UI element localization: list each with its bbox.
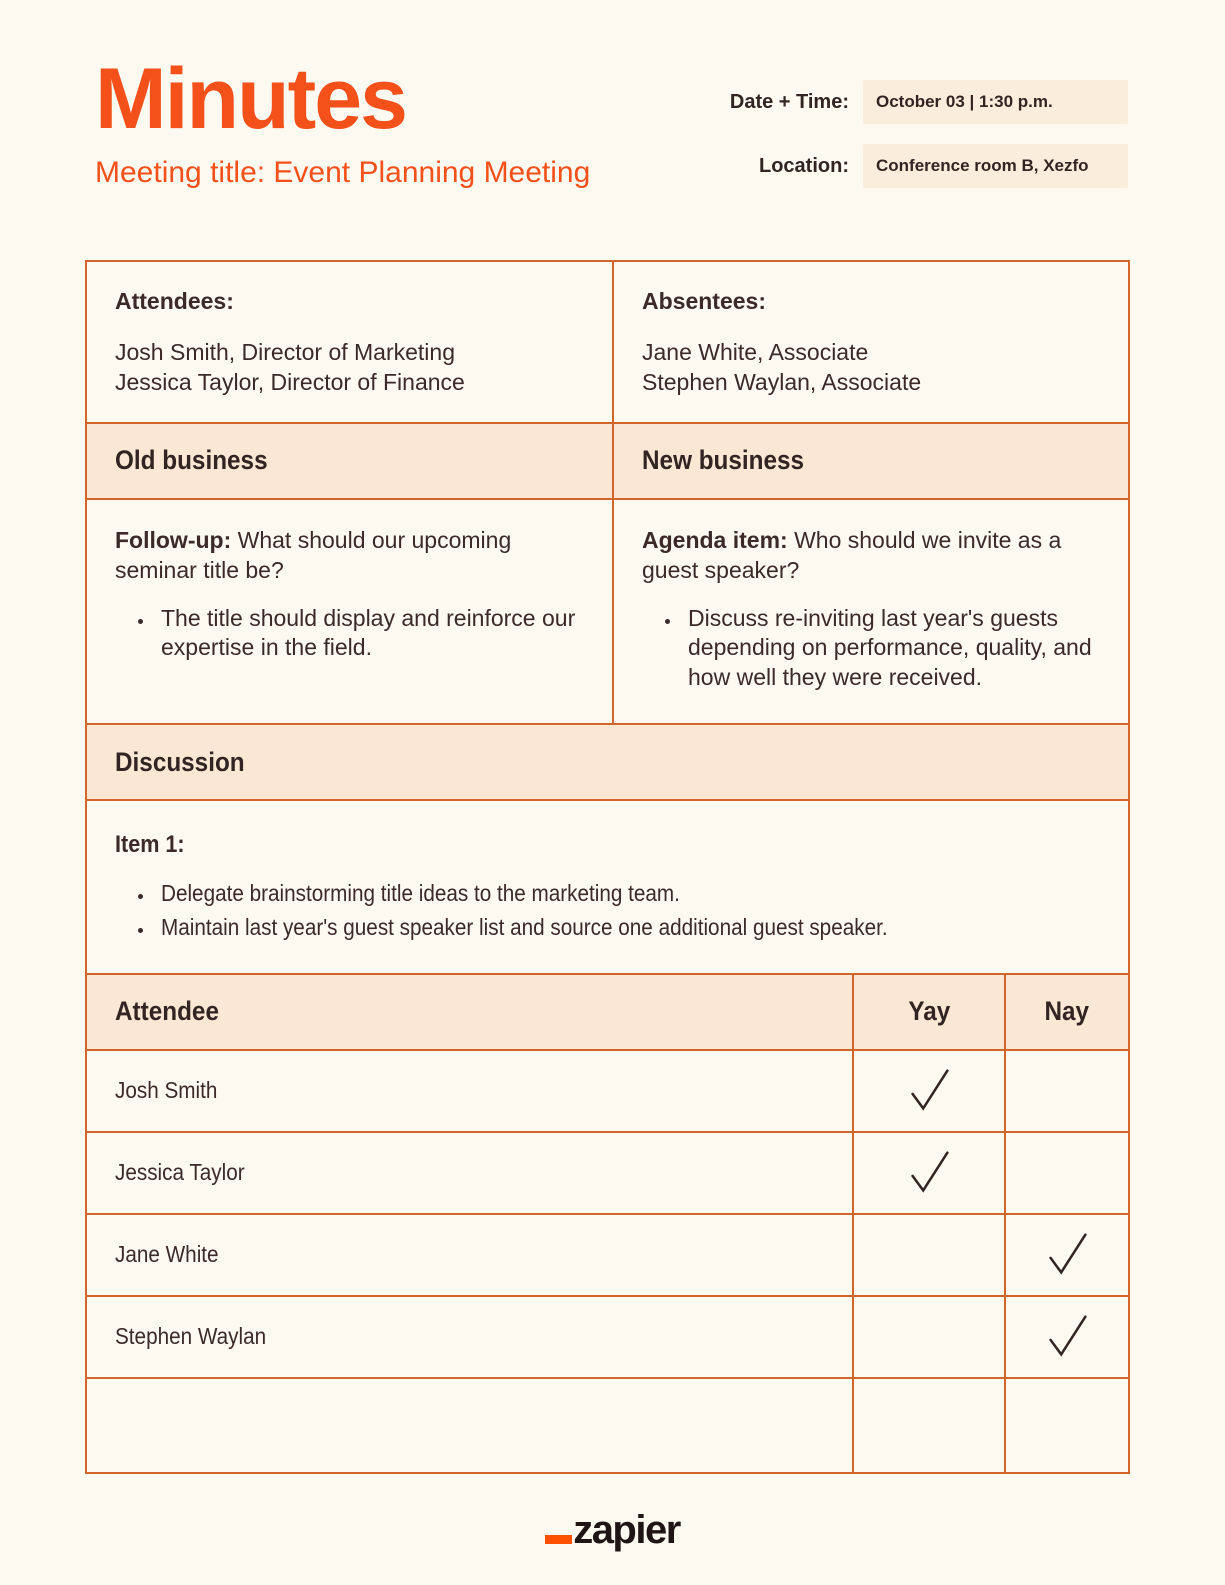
document-header (0, 51, 1225, 190)
attendee-line: Josh Smith, Director of Marketing (115, 339, 456, 365)
vote-row (86, 1132, 1129, 1214)
document-footer (0, 1507, 1225, 1580)
vote-row (86, 1214, 1129, 1296)
datetime-row (698, 80, 1128, 124)
agenda-text: Agenda item: Who should we invite as a guest speaker? (642, 526, 1062, 583)
business-header-row (86, 423, 1129, 499)
absentees-label: Absentees: (642, 288, 766, 314)
checkmark-icon (1038, 1226, 1096, 1284)
new-business-bullets (642, 604, 1102, 694)
followup-text: Follow-up: What should our upcoming seminar title be? (115, 526, 512, 583)
vote-attendee-name: Jane White (86, 1214, 853, 1296)
attendee-line: Jessica Taylor, Director of Finance (115, 369, 465, 396)
absentee-line: Jane White, Associate (642, 339, 869, 365)
new-business-header: New business (642, 445, 805, 476)
bullet-item: • Delegate brainstorming title ideas to the marketing team. (155, 879, 1102, 909)
people-row (86, 261, 1129, 423)
old-business-header-cell (86, 423, 613, 499)
page-title: Minutes (95, 51, 406, 147)
checkmark-icon (900, 1062, 958, 1120)
business-body-row (86, 499, 1129, 724)
old-business-bullets (115, 604, 586, 664)
nay-vote-cell[interactable] (1005, 1296, 1129, 1378)
minutes-table (85, 260, 1130, 1474)
nay-vote-cell[interactable] (1005, 1050, 1129, 1132)
absentees-cell (613, 261, 1129, 423)
yay-column-header: Yay (908, 996, 950, 1027)
datetime-label: Date + Time: (729, 90, 849, 113)
yay-vote-cell[interactable] (853, 1132, 1005, 1214)
old-business-cell (86, 499, 613, 724)
nay-header-cell (1005, 974, 1129, 1050)
bullet-item: • The title should display and reinforce our expertise in the field. (155, 604, 586, 664)
discussion-body-row (86, 800, 1129, 974)
followup-label: Follow-up: (115, 526, 232, 553)
attendees-cell (86, 261, 613, 423)
datetime-field[interactable]: October 03 | 1:30 p.m. (863, 80, 1128, 124)
discussion-header: Discussion (115, 746, 245, 777)
absentees-list (642, 337, 1098, 398)
absentee-line: Stephen Waylan, Associate (642, 369, 922, 396)
agenda-label: Agenda item: (642, 526, 788, 553)
yay-vote-cell[interactable] (853, 1296, 1005, 1378)
new-business-header-cell (613, 423, 1129, 499)
zapier-logo-text: zapier (573, 1507, 680, 1552)
attendee-column-header: Attendee (115, 996, 219, 1027)
attendees-list (115, 337, 582, 398)
meeting-title: Meeting title: Event Planning Meeting (95, 156, 591, 189)
nay-vote-cell[interactable] (1005, 1378, 1129, 1473)
zapier-logo (545, 1507, 680, 1552)
discussion-bullets (115, 879, 1102, 943)
discussion-cell (86, 800, 1129, 974)
nay-vote-cell[interactable] (1005, 1132, 1129, 1214)
attendees-label: Attendees: (115, 288, 234, 314)
vote-attendee-name: Stephen Waylan (86, 1296, 853, 1378)
location-label: Location: (759, 154, 849, 177)
bullet-item: • Discuss re-inviting last year's guests depending on performance, quality, and how well they were received. (682, 604, 1102, 694)
vote-row (86, 1296, 1129, 1378)
vote-row (86, 1050, 1129, 1132)
yay-vote-cell[interactable] (853, 1214, 1005, 1296)
vote-attendee-header-cell (86, 974, 853, 1050)
vote-attendee-name (86, 1378, 853, 1473)
vote-header-row (86, 974, 1129, 1050)
yay-vote-cell[interactable] (853, 1378, 1005, 1473)
checkmark-icon (1038, 1308, 1096, 1366)
checkmark-icon (900, 1144, 958, 1202)
title-block (95, 51, 591, 190)
meta-block (698, 80, 1128, 188)
new-business-cell (613, 499, 1129, 724)
nay-column-header: Nay (1044, 996, 1090, 1027)
yay-header-cell (853, 974, 1005, 1050)
location-row (698, 144, 1128, 188)
discussion-header-row (86, 724, 1129, 800)
nay-vote-cell[interactable] (1005, 1214, 1129, 1296)
bullet-item: • Maintain last year's guest speaker list and source one additional guest speaker. (155, 913, 1102, 943)
discussion-item-label: Item 1: (115, 831, 185, 859)
location-field[interactable]: Conference room B, Xezfo (863, 144, 1128, 188)
vote-row-empty (86, 1378, 1129, 1473)
yay-vote-cell[interactable] (853, 1050, 1005, 1132)
zapier-underscore-icon (545, 1535, 572, 1544)
vote-attendee-name: Josh Smith (86, 1050, 853, 1132)
discussion-header-cell (86, 724, 1129, 800)
vote-attendee-name: Jessica Taylor (86, 1132, 853, 1214)
old-business-header: Old business (115, 445, 268, 476)
